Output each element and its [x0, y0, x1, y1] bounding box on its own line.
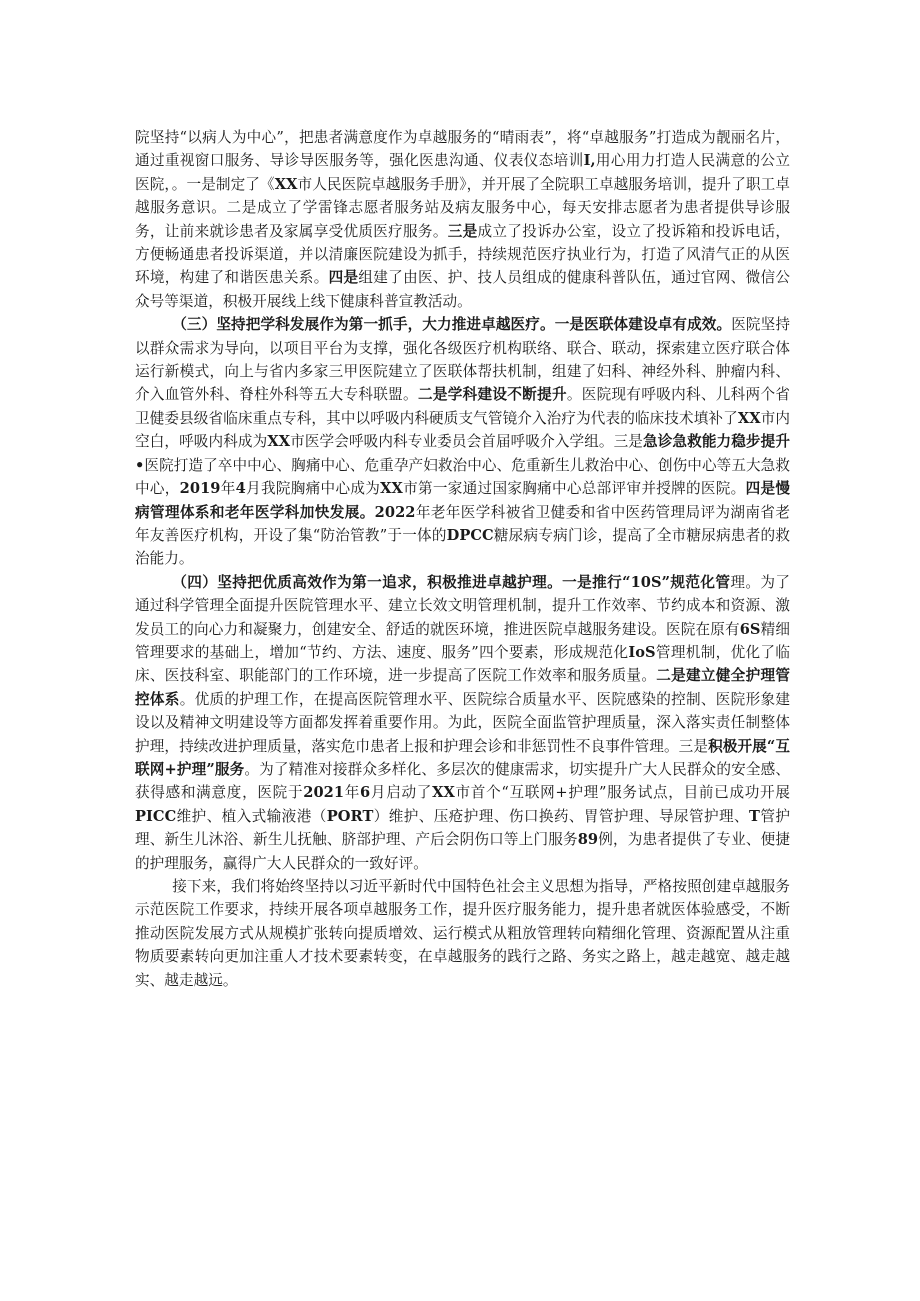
bold-text-run: XX — [432, 784, 455, 802]
text-run: 院坚持“以病人为中心”，把患者满意度作为卓越服务的“晴雨表”，将“卓越服务”打造成为靓丽名片，通过重视窗口服务、导诊导医服务等，强化医患沟通、仪表仪态培训 — [135, 129, 790, 170]
text-run: 市首个“互联网+护理”服务试点，目前已成功开展 — [454, 784, 790, 802]
paragraph-1 — [135, 126, 790, 313]
text-run: 年老年医学科被省卫健委和省中医药管理局评为湖南省老年友善医疗机构，开设了集“防治管教”于一体的 — [135, 503, 790, 544]
bold-text-run: 二是学科建设不断提升 — [417, 386, 567, 404]
bold-text-run: IoS — [628, 643, 656, 661]
bold-text-run: 三是 — [447, 222, 478, 240]
text-run: 组建了由医、护、技人员组成的健康科普队伍，通过官网、微信公众号等渠道，积极开展线上线下健康科普宣教活动。 — [135, 269, 791, 310]
text-run: 月启动了 — [370, 784, 433, 802]
bold-text-run: 6S — [739, 620, 761, 638]
bold-text-run: 四是慢病管理体系和老年医学科加快发展。2022 — [135, 480, 790, 521]
text-run: 管护理、新生儿沐浴、新生儿抚触、脐部护理、产后会阴伤口等上门服务 — [135, 807, 790, 849]
text-run: 月我院胸痛中心成为 — [245, 480, 381, 498]
text-run: 市人民医院卓越服务手册》，并开展了全院职工卓越服务培训，提升了职工卓越服务意识。二是成立了学雷锋志愿者服务站及病友服务中心，每天安排志愿者为患者提供导诊服务，让前来就诊患者及家属享受优质医疗服务。 — [135, 175, 791, 240]
bold-text-run: 4 — [235, 480, 246, 498]
text-run: 年 — [220, 480, 236, 498]
text-run: 用心用力打造人民满意的公立医院，。一是制定了《 — [135, 152, 790, 193]
document-body — [135, 126, 790, 992]
bold-text-run: 89 — [577, 831, 599, 849]
text-run: 市医学会呼吸内科专业委员会首届呼吸介入学组。三是 — [290, 433, 644, 451]
text-run: 医院打造了卒中中心、胸痛中心、危重孕产妇救治中心、危重新生儿救治中心、创伤中心等五大急救中心， — [135, 456, 790, 498]
bold-text-run: 2021 — [303, 784, 345, 802]
text-run: 。为了精准对接群众多样化、多层次的健康需求，切实提升广大人民群众的安全感、获得感和满意度，医院于 — [135, 760, 790, 802]
paragraph-conclusion — [135, 875, 790, 992]
text-run: 成立了投诉办公室，设立了投诉箱和投诉电话，方便畅通患者投诉渠道，并以清廉医院建设为抓手，持续规范医疗执业行为，打造了风清气正的从医环境，构建了和谐医患关系。 — [135, 222, 790, 287]
bold-text-run: XX — [274, 175, 298, 193]
paragraph-section-3 — [135, 313, 790, 570]
bold-text-run: DPCC — [446, 526, 494, 544]
bold-text-run: XX — [267, 433, 291, 451]
bold-text-run: PORT — [326, 807, 374, 825]
text-run: ）维护、压疮护理、伤口换药、胃管护理、导尿管护理、 — [373, 807, 750, 825]
bold-text-run: 四是 — [328, 269, 359, 287]
text-run: 市第一家通过国家胸痛中心总部评审并授牌的医院。 — [402, 480, 746, 498]
text-run: 例，为患者提供了专业、便捷的护理服务，赢得广大人民群众的一致好评。 — [135, 831, 790, 872]
text-run: 维护、植入式输液港（ — [176, 807, 327, 825]
text-run: 理。为了通过科学管理全面提升医院管理水平、建立长效文明管理机制，提升工作效率、节约成本和资源、激发员工的向心力和凝聚力，创建安全、舒适的就医环境，推进医院卓越服务建设。医院在原有 — [135, 573, 790, 638]
text-run: 管理机制，优化了临床、医技科室、职能部门的工作环境，进一步提高了医院工作效率和服务质量。 — [135, 643, 790, 685]
text-run: 接下来，我们将始终坚持以习近平新时代中国特色社会主义思想为指导，严格按照创建卓越服务示范医院工作要求，持续开展各项卓越服务工作，提升医疗服务能力，提升患者就医体验感受，不断推动医院发展方式从规模扩张转向提质增效、运行模式从粗放管理转向精细化管理、资源配置从注重物质要素转向更加注重人才技术要素转变，在卓越服务的践行之路、务实之路上，越走越宽、越走越实、越走越远。 — [135, 878, 790, 989]
text-run: 精细管理要求的基础上，增加“节约、方法、速度、服务”四个要素，形成规范化 — [135, 620, 790, 661]
bold-text-run: 二是建立健全护理管控体系 — [135, 667, 790, 708]
bold-text-run: XX — [380, 480, 403, 498]
bold-text-run: XX — [737, 409, 761, 427]
text-run: 医院坚持以群众需求为导向，以项目平台为支撑，强化各级医疗机构联络、联合、联动，探索建立医疗联合体运行新模式，向上与省内多家三甲医院建立了医联体帮扶机制，组建了妇科、神经外科、肿瘤内科、介入血管外科、脊柱外科等五大专科联盟。 — [135, 316, 790, 404]
bold-text-run: （四）坚持把优质高效作为第一追求，积极推进卓越护理。一是推行“10S”规范化管 — [172, 573, 731, 591]
bold-text-run: 2019 — [179, 480, 221, 498]
text-run: 。医院现有呼吸内科、儿科两个省卫健委县级省临床重点专科，其中以呼吸内科硬质支气管镜介入治疗为代表的临床技术填补了 — [135, 386, 790, 427]
paragraph-section-4 — [135, 571, 790, 875]
text-run: 。优质的护理工作，在提高医院管理水平、医院综合质量水平、医院感染的控制、医院形象建设以及精神文明建设等方面都发挥着重要作用。为此，医院全面监管护理质量，深入落实责任制整体护理，持续改进护理质量，落实危巾患者上报和护理会诊和非惩罚性不良事件管理。三是 — [135, 690, 790, 755]
bold-text-run: PICC — [135, 807, 177, 825]
bold-text-run: I, — [583, 152, 596, 170]
text-run: 市内空白，呼吸内科成为 — [135, 409, 790, 451]
bold-text-run: （三）坚持把学科发展作为第一抓手，大力推进卓越医疗。一是医联体建设卓有成效。 — [172, 316, 732, 334]
bold-text-run: T — [749, 807, 760, 825]
text-run: 糖尿病专病门诊，提高了全市糖尿病患者的救治能力。 — [135, 526, 790, 568]
text-run: 年 — [344, 784, 361, 802]
bold-text-run: 积极开展“互联网+护理”服务 — [135, 737, 790, 778]
bold-text-run: 6 — [360, 784, 371, 802]
bold-text-run: 急诊急救能力稳步提升• — [135, 433, 790, 474]
